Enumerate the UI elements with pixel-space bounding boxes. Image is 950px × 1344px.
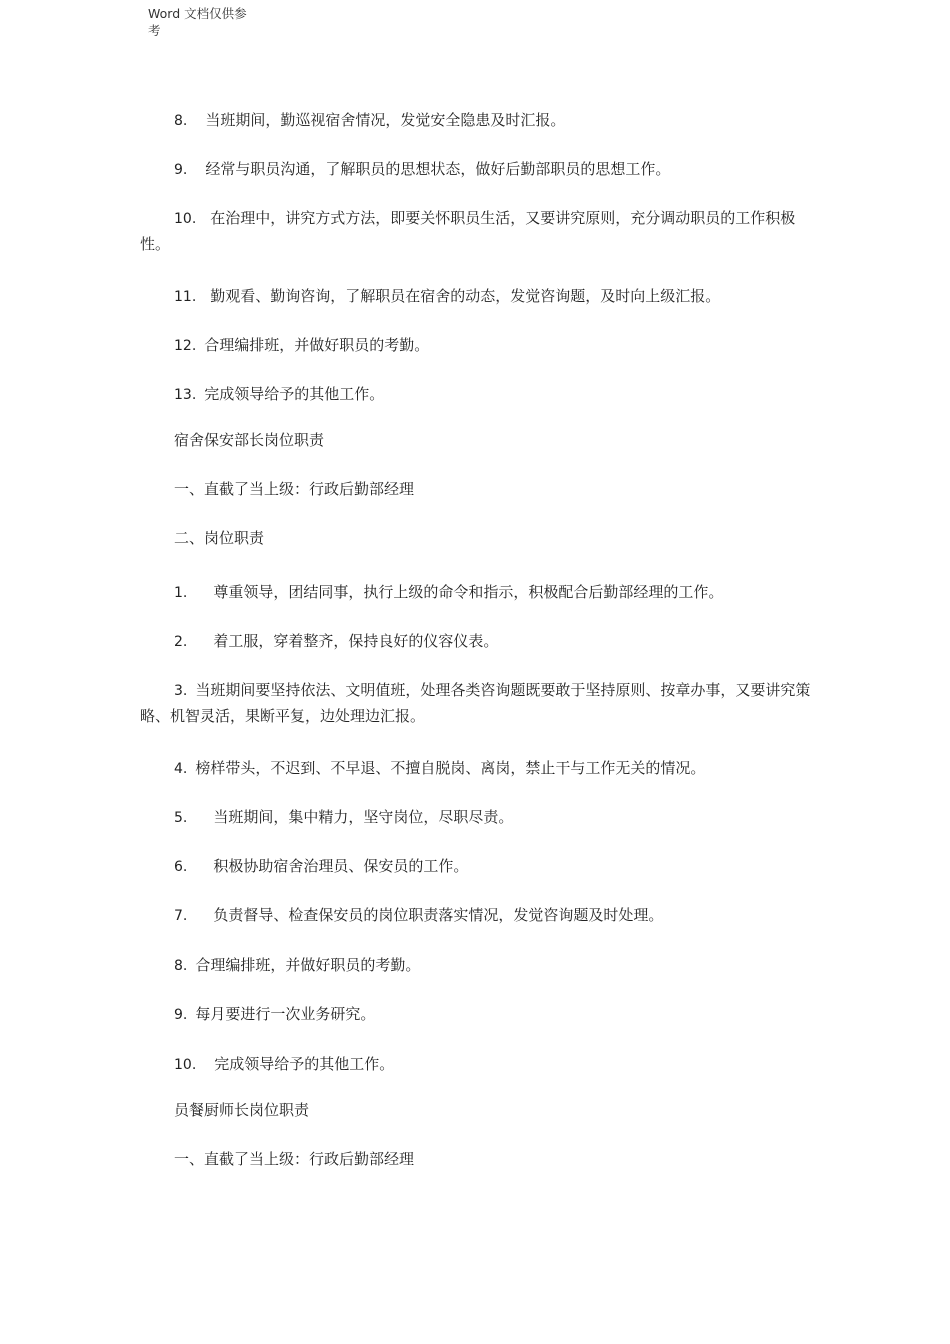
item-number: 9.	[174, 1007, 188, 1023]
item-text: 二、岗位职责	[174, 529, 265, 547]
item-text: 一、直截了当上级：行政后勤部经理	[174, 1150, 415, 1168]
item-number: 12.	[174, 338, 197, 354]
section-heading	[140, 1098, 812, 1123]
paragraph	[140, 157, 812, 183]
paragraph	[140, 477, 812, 502]
item-number: 11.	[174, 289, 197, 305]
item-text: 合理编排班，并做好职员的考勤。	[195, 956, 421, 974]
header-line-2: 考	[148, 23, 161, 38]
paragraph	[140, 805, 812, 831]
item-text: 宿舍保安部长岗位职责	[174, 431, 325, 449]
item-text: 一、直截了当上级：行政后勤部经理	[174, 480, 415, 498]
item-text: 勤观看、勤询咨询，了解职员在宿舍的动态，发觉咨询题，及时向上级汇报。	[210, 287, 721, 305]
paragraph	[140, 756, 812, 782]
item-text: 完成领导给予的其他工作。	[214, 1055, 395, 1073]
item-number: 8.	[174, 958, 188, 974]
item-text: 当班期间要坚持依法、文明值班，处理各类咨询题既要敢于坚持原则、按章办事，又要讲究策略、机智灵活，果断平复，边处理边汇报。	[140, 681, 811, 725]
paragraph	[140, 333, 812, 359]
item-text: 尊重领导，团结同事，执行上级的命令和指示，积极配合后勤部经理的工作。	[213, 583, 724, 601]
item-number: 13.	[174, 387, 197, 403]
item-text: 负责督导、检查保安员的岗位职责落实情况，发觉咨询题及时处理。	[213, 906, 664, 924]
item-number: 7.	[174, 908, 188, 924]
paragraph	[140, 382, 812, 408]
item-text: 当班期间，勤巡视宿舍情况，发觉安全隐患及时汇报。	[205, 111, 566, 129]
paragraph	[140, 1002, 812, 1028]
item-text: 每月要进行一次业务研究。	[195, 1005, 376, 1023]
page-header	[148, 5, 268, 39]
paragraph	[140, 629, 812, 655]
item-number: 8.	[174, 113, 188, 129]
item-number: 4.	[174, 761, 188, 777]
item-text: 着工服，穿着整齐，保持良好的仪容仪表。	[213, 632, 499, 650]
item-number: 10.	[174, 211, 197, 227]
paragraph	[140, 953, 812, 979]
paragraph	[140, 1147, 812, 1172]
item-text: 经常与职员沟通，了解职员的思想状态，做好后勤部职员的思想工作。	[205, 160, 671, 178]
section-heading	[140, 428, 812, 453]
item-text: 在治理中，讲究方式方法，即要关怀职员生活，又要讲究原则，充分调动职员的工作积极性。	[140, 209, 796, 253]
item-number: 1.	[174, 585, 188, 601]
item-text: 当班期间，集中精力，坚守岗位，尽职尽责。	[213, 808, 514, 826]
item-number: 9.	[174, 162, 188, 178]
paragraph	[140, 1052, 812, 1078]
paragraph	[140, 854, 812, 880]
item-number: 5.	[174, 810, 188, 826]
item-text: 员餐厨师长岗位职责	[174, 1101, 310, 1119]
item-number: 2.	[174, 634, 188, 650]
paragraph	[140, 526, 812, 551]
item-text: 完成领导给予的其他工作。	[204, 385, 385, 403]
paragraph	[140, 108, 812, 134]
paragraph	[140, 206, 812, 257]
paragraph	[140, 284, 812, 310]
paragraph	[140, 678, 812, 729]
header-line-1: Word 文档仅供参	[148, 6, 247, 21]
item-number: 10.	[174, 1057, 197, 1073]
item-text: 榜样带头，不迟到、不早退、不擅自脱岗、离岗，禁止干与工作无关的情况。	[195, 759, 706, 777]
paragraph	[140, 903, 812, 929]
item-number: 6.	[174, 859, 188, 875]
item-text: 积极协助宿舍治理员、保安员的工作。	[213, 857, 469, 875]
paragraph	[140, 580, 812, 606]
item-text: 合理编排班，并做好职员的考勤。	[204, 336, 430, 354]
item-number: 3.	[174, 683, 188, 699]
